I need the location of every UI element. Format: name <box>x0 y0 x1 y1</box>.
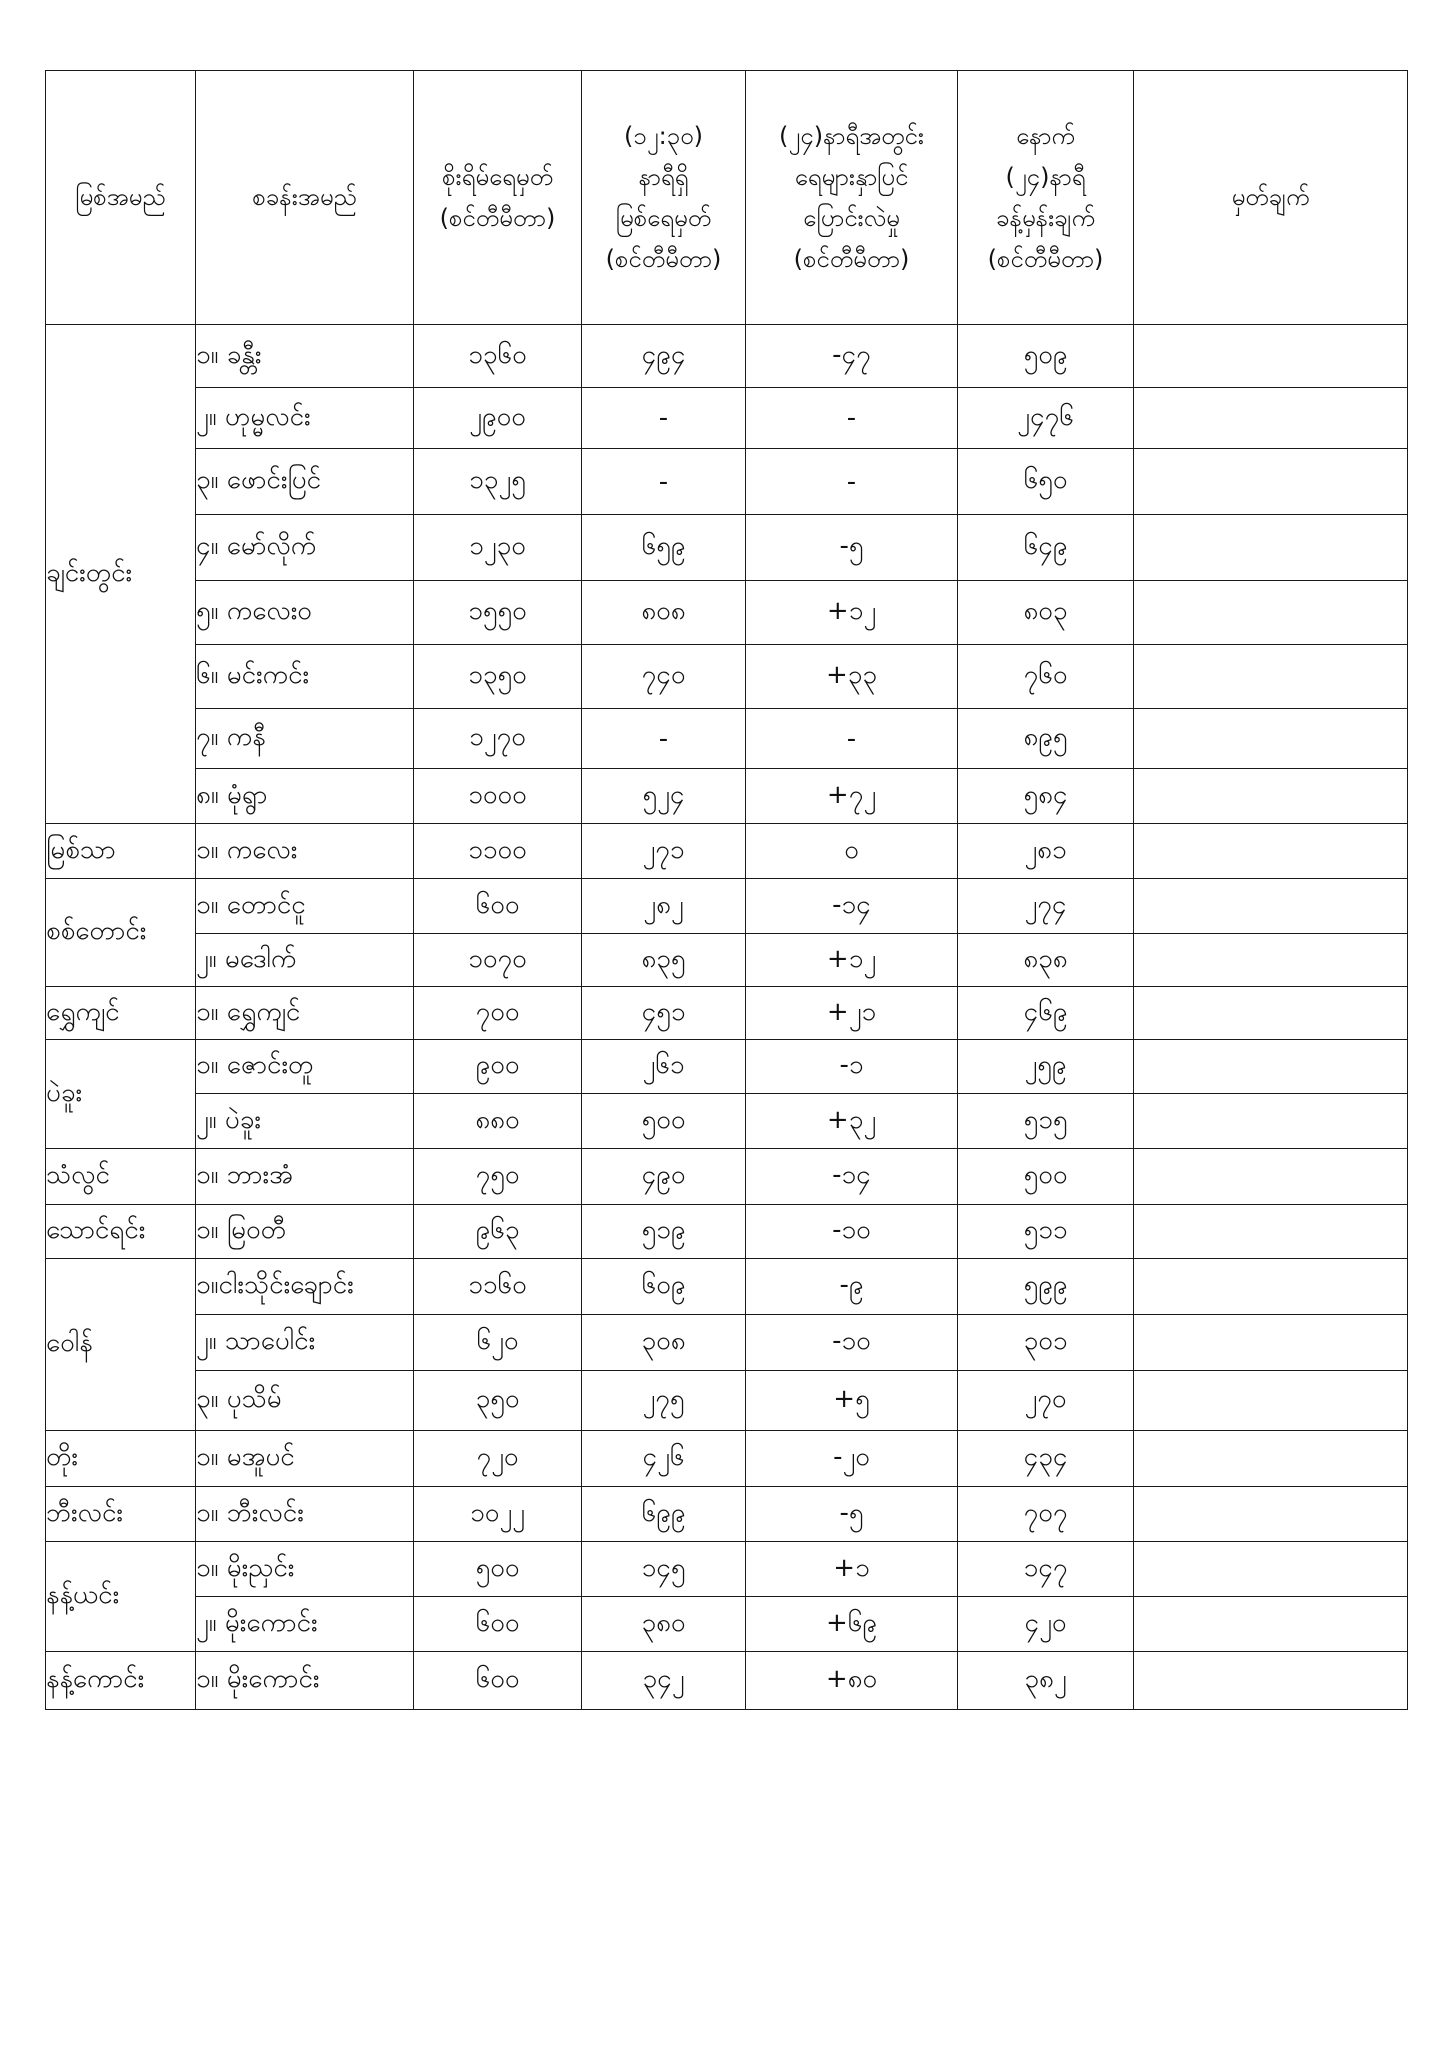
station-name: ၇။ ကနီ <box>196 709 414 769</box>
change-24h: - <box>746 449 958 515</box>
remark <box>1134 1205 1408 1259</box>
river-name: သောင်ရင်း <box>46 1205 196 1259</box>
table-row <box>46 1431 1408 1487</box>
river-level-table <box>45 70 1408 1710</box>
table-row <box>46 325 1408 388</box>
current-level: - <box>582 709 746 769</box>
forecast-24h: ၄၃၄ <box>958 1431 1134 1487</box>
remark <box>1134 879 1408 934</box>
remark <box>1134 1259 1408 1315</box>
remark <box>1134 1652 1408 1710</box>
forecast-24h: ၂၇၀ <box>958 1371 1134 1431</box>
current-level: ၃၀၈ <box>582 1315 746 1371</box>
table-row <box>46 1597 1408 1652</box>
table-row <box>46 515 1408 581</box>
remark <box>1134 325 1408 388</box>
remark <box>1134 769 1408 824</box>
river-name: နန့်ယင်း <box>46 1542 196 1652</box>
station-name: ၄။ မော်လိုက် <box>196 515 414 581</box>
change-24h: +၃၃ <box>746 645 958 709</box>
change-24h: -၁၄ <box>746 879 958 934</box>
table-row <box>46 987 1408 1040</box>
change-24h: - <box>746 388 958 449</box>
header-remarks: မှတ်ချက် <box>1134 71 1408 325</box>
current-level: ၄၂၆ <box>582 1431 746 1487</box>
danger-level: ၁၃၂၅ <box>414 449 582 515</box>
forecast-24h: ၁၄၇ <box>958 1542 1134 1597</box>
forecast-24h: ၈၃၈ <box>958 934 1134 987</box>
current-level: ၅၂၄ <box>582 769 746 824</box>
table-row <box>46 1487 1408 1542</box>
danger-level: ၁၀၇၀ <box>414 934 582 987</box>
change-24h: +၁၂ <box>746 581 958 645</box>
table-row <box>46 1040 1408 1094</box>
table-row <box>46 449 1408 515</box>
station-name: ၁။ ဘားအံ <box>196 1149 414 1205</box>
current-level: ၄၉၄ <box>582 325 746 388</box>
river-name: ရွှေကျင် <box>46 987 196 1040</box>
station-name: ၂။ မဒေါက် <box>196 934 414 987</box>
current-level: ၈၀၈ <box>582 581 746 645</box>
header-24h-forecast: နောက် (၂၄)နာရီ ခန့်မှန်းချက် (စင်တီမီတာ) <box>958 71 1134 325</box>
danger-level: ၉၆၃ <box>414 1205 582 1259</box>
change-24h: +၁၂ <box>746 934 958 987</box>
river-name: ဝေါန် <box>46 1259 196 1431</box>
current-level: ၂၆၁ <box>582 1040 746 1094</box>
table-row <box>46 645 1408 709</box>
change-24h: -၅ <box>746 1487 958 1542</box>
danger-level: ၂၉၀၀ <box>414 388 582 449</box>
remark <box>1134 515 1408 581</box>
remark <box>1134 824 1408 879</box>
forecast-24h: ၈၉၅ <box>958 709 1134 769</box>
station-name: ၂။ သာပေါင်း <box>196 1315 414 1371</box>
change-24h: -၁၄ <box>746 1149 958 1205</box>
table-row <box>46 1371 1408 1431</box>
station-name: ၃။ ဖောင်းပြင် <box>196 449 414 515</box>
river-name: ချင်းတွင်း <box>46 325 196 824</box>
danger-level: ၇၀၀ <box>414 987 582 1040</box>
danger-level: ၈၈၀ <box>414 1094 582 1149</box>
remark <box>1134 934 1408 987</box>
current-level: ၂၇၅ <box>582 1371 746 1431</box>
danger-level: ၆၀၀ <box>414 879 582 934</box>
header-danger-level: စိုးရိမ်ရေမှတ် (စင်တီမီတာ) <box>414 71 582 325</box>
current-level: ၃၄၂ <box>582 1652 746 1710</box>
remark <box>1134 1431 1408 1487</box>
danger-level: ၇၅၀ <box>414 1149 582 1205</box>
danger-level: ၃၅၀ <box>414 1371 582 1431</box>
current-level: ၁၄၅ <box>582 1542 746 1597</box>
remark <box>1134 645 1408 709</box>
table-row <box>46 1205 1408 1259</box>
danger-level: ၁၅၅၀ <box>414 581 582 645</box>
current-level: - <box>582 388 746 449</box>
change-24h: - <box>746 709 958 769</box>
table-row <box>46 1094 1408 1149</box>
forecast-24h: ၂၄၇၆ <box>958 388 1134 449</box>
table-row <box>46 824 1408 879</box>
current-level: ၂၇၁ <box>582 824 746 879</box>
danger-level: ၁၂၃၀ <box>414 515 582 581</box>
danger-level: ၆၀၀ <box>414 1652 582 1710</box>
river-name: မြစ်သာ <box>46 824 196 879</box>
danger-level: ၁၃၅၀ <box>414 645 582 709</box>
danger-level: ၁၀၀၀ <box>414 769 582 824</box>
forecast-24h: ၃၈၂ <box>958 1652 1134 1710</box>
station-name: ၈။ မုံရွာ <box>196 769 414 824</box>
forecast-24h: ၂၅၉ <box>958 1040 1134 1094</box>
forecast-24h: ၆၅၀ <box>958 449 1134 515</box>
station-name: ၁။ တောင်ငူ <box>196 879 414 934</box>
station-name: ၆။ မင်းကင်း <box>196 645 414 709</box>
station-name: ၅။ ကလေးဝ <box>196 581 414 645</box>
table-row <box>46 388 1408 449</box>
current-level: ၄၅၁ <box>582 987 746 1040</box>
current-level: ၈၃၅ <box>582 934 746 987</box>
table-row <box>46 709 1408 769</box>
station-name: ၃။ ပုသိမ် <box>196 1371 414 1431</box>
current-level: ၆၅၉ <box>582 515 746 581</box>
remark <box>1134 1040 1408 1094</box>
danger-level: ၅၀၀ <box>414 1542 582 1597</box>
station-name: ၁။ မြဝတီ <box>196 1205 414 1259</box>
station-name: ၂။ မိုးကောင်း <box>196 1597 414 1652</box>
table-row <box>46 1542 1408 1597</box>
change-24h: -၁၀ <box>746 1315 958 1371</box>
danger-level: ၁၁၀၀ <box>414 824 582 879</box>
current-level: ၇၄၀ <box>582 645 746 709</box>
header-current-level: (၁၂:၃၀) နာရီရှိ မြစ်ရေမှတ် (စင်တီမီတာ) <box>582 71 746 325</box>
change-24h: +၆၉ <box>746 1597 958 1652</box>
forecast-24h: ၈၀၃ <box>958 581 1134 645</box>
change-24h: -၄၇ <box>746 325 958 388</box>
remark <box>1134 1094 1408 1149</box>
river-name: ပဲခူး <box>46 1040 196 1149</box>
forecast-24h: ၇၆၀ <box>958 645 1134 709</box>
change-24h: ၀ <box>746 824 958 879</box>
change-24h: +၃၂ <box>746 1094 958 1149</box>
header-station-name: စခန်းအမည် <box>196 71 414 325</box>
change-24h: +၅ <box>746 1371 958 1431</box>
danger-level: ၉၀၀ <box>414 1040 582 1094</box>
remark <box>1134 449 1408 515</box>
table-row <box>46 581 1408 645</box>
station-name: ၁။ မိုးညှင်း <box>196 1542 414 1597</box>
current-level: ၆၉၉ <box>582 1487 746 1542</box>
forecast-24h: ၂၇၄ <box>958 879 1134 934</box>
station-name: ၁။ ဇောင်းတူ <box>196 1040 414 1094</box>
remark <box>1134 1487 1408 1542</box>
danger-level: ၆၀၀ <box>414 1597 582 1652</box>
station-name: ၁။ ရွှေကျင် <box>196 987 414 1040</box>
change-24h: -၅ <box>746 515 958 581</box>
station-name: ၁။ မိုးကောင်း <box>196 1652 414 1710</box>
current-level: ၂၈၂ <box>582 879 746 934</box>
current-level: ၅၀၀ <box>582 1094 746 1149</box>
table-row <box>46 769 1408 824</box>
change-24h: -၉ <box>746 1259 958 1315</box>
forecast-24h: ၄၂၀ <box>958 1597 1134 1652</box>
remark <box>1134 1597 1408 1652</box>
danger-level: ၆၂၀ <box>414 1315 582 1371</box>
table-row <box>46 1259 1408 1315</box>
header-river-name: မြစ်အမည် <box>46 71 196 325</box>
forecast-24h: ၅၉၉ <box>958 1259 1134 1315</box>
change-24h: +၂၁ <box>746 987 958 1040</box>
danger-level: ၁၀၂၂ <box>414 1487 582 1542</box>
station-name: ၂။ ဟုမ္မလင်း <box>196 388 414 449</box>
change-24h: +၈၀ <box>746 1652 958 1710</box>
remark <box>1134 1315 1408 1371</box>
danger-level: ၁၁၆၀ <box>414 1259 582 1315</box>
remark <box>1134 388 1408 449</box>
station-name: ၁။ ကလေး <box>196 824 414 879</box>
remark <box>1134 987 1408 1040</box>
forecast-24h: ၅၀၉ <box>958 325 1134 388</box>
forecast-24h: ၅၀၀ <box>958 1149 1134 1205</box>
forecast-24h: ၃၀၁ <box>958 1315 1134 1371</box>
river-name: တိုး <box>46 1431 196 1487</box>
header-24h-change: (၂၄)နာရီအတွင်း ရေများနှာပြင် ပြောင်းလဲမှု (စင်တီမီတာ) <box>746 71 958 325</box>
table-row <box>46 934 1408 987</box>
station-name: ၂။ ပဲခူး <box>196 1094 414 1149</box>
current-level: ၅၁၉ <box>582 1205 746 1259</box>
forecast-24h: ၅၁၁ <box>958 1205 1134 1259</box>
change-24h: +၁ <box>746 1542 958 1597</box>
remark <box>1134 709 1408 769</box>
remark <box>1134 1371 1408 1431</box>
table-header-row <box>46 71 1408 325</box>
change-24h: +၇၂ <box>746 769 958 824</box>
forecast-24h: ၅၁၅ <box>958 1094 1134 1149</box>
table-row <box>46 879 1408 934</box>
table-row <box>46 1149 1408 1205</box>
danger-level: ၇၂၀ <box>414 1431 582 1487</box>
danger-level: ၁၃၆၀ <box>414 325 582 388</box>
forecast-24h: ၇၀၇ <box>958 1487 1134 1542</box>
forecast-24h: ၂၈၁ <box>958 824 1134 879</box>
current-level: - <box>582 449 746 515</box>
forecast-24h: ၄၆၉ <box>958 987 1134 1040</box>
current-level: ၆၀၉ <box>582 1259 746 1315</box>
station-name: ၁။ ခန္တီး <box>196 325 414 388</box>
table-row <box>46 1652 1408 1710</box>
change-24h: -၁ <box>746 1040 958 1094</box>
river-name: သံလွင် <box>46 1149 196 1205</box>
change-24h: -၂၀ <box>746 1431 958 1487</box>
river-name: နန့်ကောင်း <box>46 1652 196 1710</box>
forecast-24h: ၅၈၄ <box>958 769 1134 824</box>
forecast-24h: ၆၄၉ <box>958 515 1134 581</box>
current-level: ၃၈၀ <box>582 1597 746 1652</box>
station-name: ၁။ ဘီးလင်း <box>196 1487 414 1542</box>
remark <box>1134 1149 1408 1205</box>
table-row <box>46 1315 1408 1371</box>
river-name: ဘီးလင်း <box>46 1487 196 1542</box>
remark <box>1134 581 1408 645</box>
station-name: ၁။ငါးသိုင်းချောင်း <box>196 1259 414 1315</box>
current-level: ၄၉၀ <box>582 1149 746 1205</box>
danger-level: ၁၂၇၀ <box>414 709 582 769</box>
station-name: ၁။ မအူပင် <box>196 1431 414 1487</box>
change-24h: -၁၀ <box>746 1205 958 1259</box>
river-name: စစ်တောင်း <box>46 879 196 987</box>
remark <box>1134 1542 1408 1597</box>
